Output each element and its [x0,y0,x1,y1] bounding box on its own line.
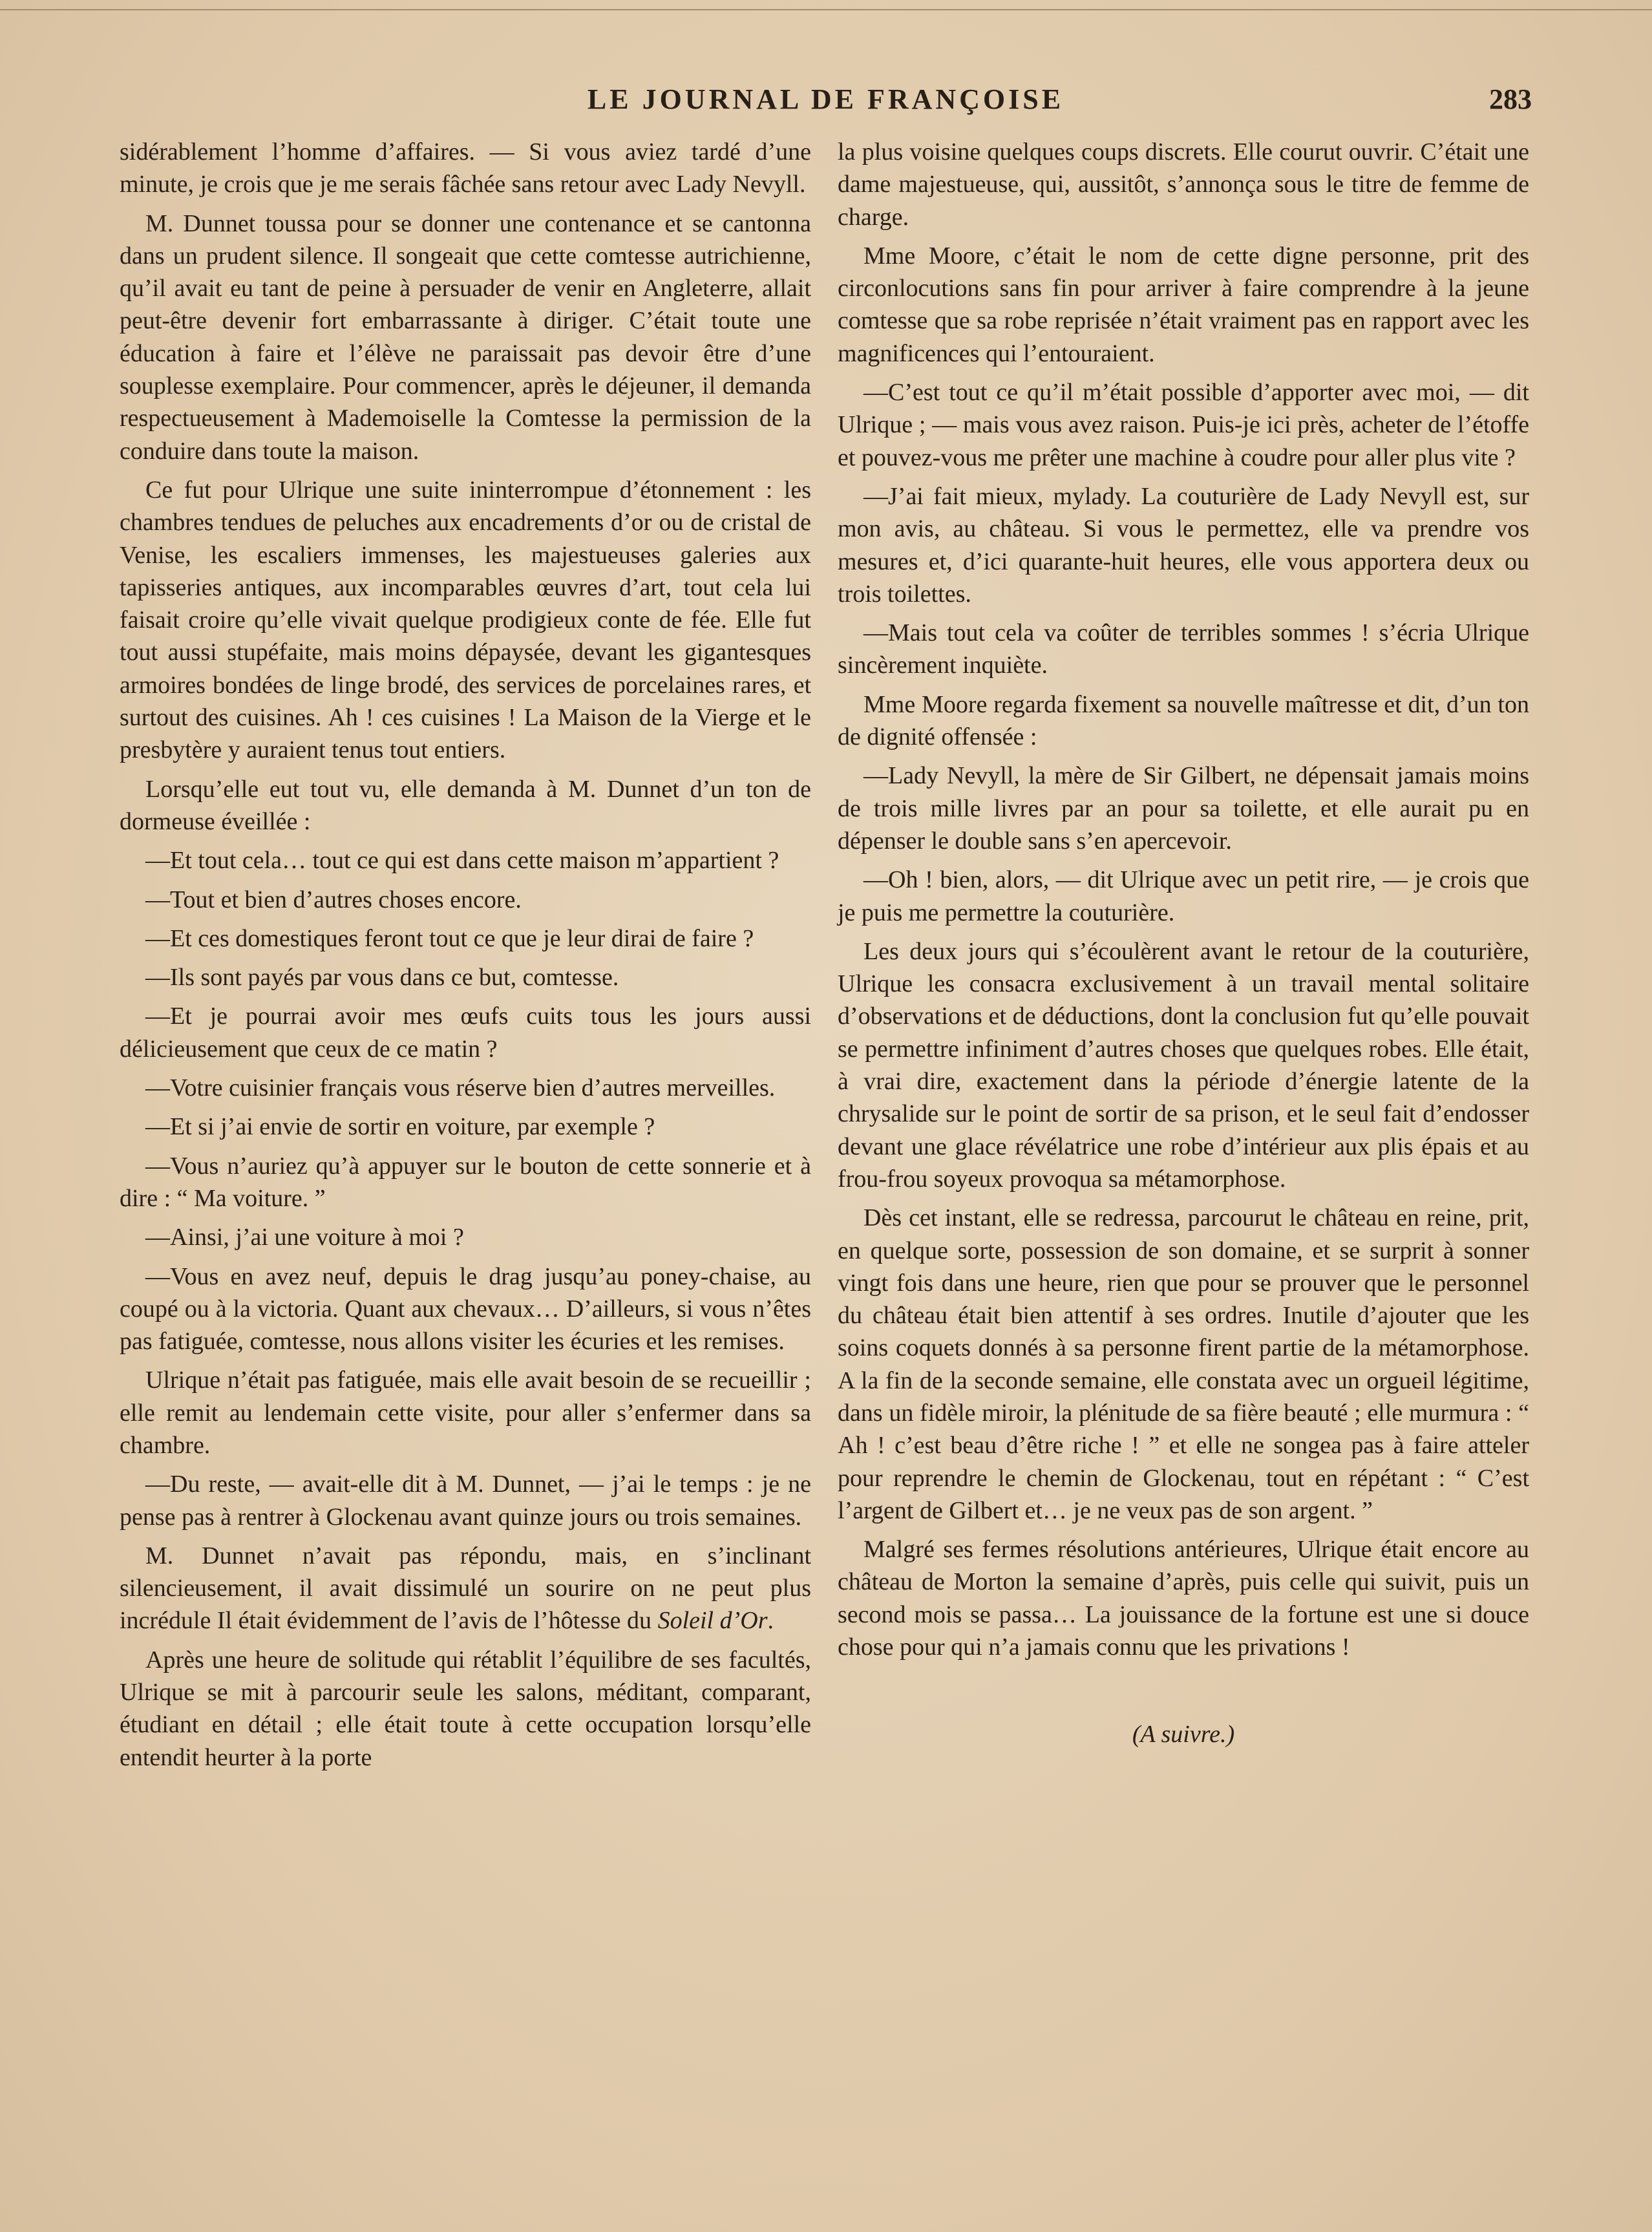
page-top-rule [0,9,1652,10]
dialogue-line: —Lady Nevyll, la mère de Sir Gilbert, ne dépensait jamais moins de trois mille livres par an pour sa toilette, et elle aurait pu en dépenser le double sans s’en apercevoir. [838,762,1529,855]
page-header [120,83,1532,128]
dialogue-line: —Et si j’ai envie de sortir en voiture, par exemple ? [145,1113,655,1141]
left-column [120,136,811,1780]
dialogue-line: —Et ces domestiques feront tout ce que je leur dirai de faire ? [145,924,754,952]
dialogue-line: —Du reste, — avait-elle dit à M. Dunnet, — j’ai le temps : je ne pense pas à rentrer à Glockenau avant quinze jours ou trois semaines. [120,1471,811,1531]
dialogue-line: —C’est tout ce qu’il m’était possible d’apporter avec moi, — dit Ulrique ; — mais vous avez raison. Puis-je ici près, acheter de l’étoffe et pouvez-vous me prêter une machine à coudre pour aller plus vite ? [838,379,1529,471]
dialogue-line: —J’ai fait mieux, mylady. La couturière de Lady Nevyll est, sur mon avis, au château. Si vous le permettez, elle va prendre vos mesures et, d’ici quarante-huit heures, elle vous apportera deux ou trois toilettes. [838,482,1529,608]
paragraph: Les deux jours qui s’écoulèrent avant le retour de la couturière, Ulrique les consacra exclusivement à un travail mental solitaire d’observations et de déductions, dont la conclusion fut qu’elle pouvait se permettre infiniment d’autres choses que quelques robes. Elle était, à vrai dire, exactement dans la période d’énergie latente de la chrysalide sur le point de sortir de sa prison, et le seul fait d’endosser devant une glace révélatrice une robe d’intérieur aux plis épais et au frou-frou soyeux provoqua sa métamorphose. [838,937,1529,1193]
paragraph-text: M. Dunnet n’avait pas répondu, mais, en s’inclinant silencieusement, il avait dissimulé un sourire on ne peut plus incrédule Il était évidemment de l’avis de l’hôtesse du [120,1542,811,1635]
paragraph: Ce fut pour Ulrique une suite ininterrompue d’étonnement : les chambres tendues de peluches aux encadrements d’or ou de cristal de Venise, les escaliers immenses, les majestueuses galeries aux tapisseries antiques, aux incomparables œuvres d’art, tout cela lui faisait croire qu’elle vivait quelque prodigieux conte de fée. Elle fut tout aussi stupéfaite, mais moins dépaysée, devant les gigantesques armoires bondées de linge brodé, des services de porcelaines rares, et surtout des cuisines. Ah ! ces cuisines ! La Maison de la Vierge et le presbytère y auraient tenus tout entiers. [120,476,811,764]
dialogue-line: —Tout et bien d’autres choses encore. [145,886,522,913]
paragraph: Ulrique n’était pas fatiguée, mais elle avait besoin de se recueillir ; elle remit au lendemain cette visite, pour aller s’enfermer dans sa chambre. [120,1366,811,1459]
paragraph: Mme Moore regarda fixement sa nouvelle maîtresse et dit, d’un ton de dignité offensée : [838,690,1529,751]
page-number: 283 [1489,83,1532,115]
paragraph-text: . [767,1607,774,1635]
paragraph: Après une heure de solitude qui rétablit l’équilibre de ses facultés, Ulrique se mit à parcourir seule les salons, méditant, comparant, étudiant en détail ; elle était toute à cette occupation lorsqu’elle entendit heurter à la porte [120,1646,811,1771]
inn-name: Soleil d’Or [657,1607,768,1635]
paragraph: Mme Moore, c’était le nom de cette digne personne, prit des circonlocutions sans fin pour arriver à faire comprendre à la jeune comtesse que sa robe reprisée n’était vraiment pas en rapport avec les magnificences qui l’entouraient. [838,242,1529,367]
paragraph: Lorsqu’elle eut tout vu, elle demanda à M. Dunnet d’un ton de dormeuse éveillée : [120,775,811,835]
paragraph: Dès cet instant, elle se redressa, parcourut le château en reine, prit, en quelque sorte, possession de son domaine, et se surprit à sonner vingt fois dans une heure, rien que pour se prouver que le personnel du château était bien attentif à ses ordres. Inutile d’ajouter que les soins coquets donnés à sa personne firent partie de la métamorphose. A la fin de la seconde semaine, elle constata avec un orgueil légitime, dans un fidèle miroir, la plénitude de sa fière beauté ; elle murmura : “ Ah ! c’est beau d’être riche ! ” et elle ne songea pas à faire atteler pour reprendre le chemin de Glockenau, tout en répétant : “ C’est l’argent de Gilbert et… je ne veux pas de son argent. ” [838,1204,1529,1524]
dialogue-line: —Vous en avez neuf, depuis le drag jusqu’au poney-chaise, au coupé ou à la victoria. Quant aux chevaux… D’ailleurs, si vous n’êtes pas fatiguée, comtesse, nous allons visiter les écuries et les remises. [120,1262,811,1355]
paragraph: Malgré ses fermes résolutions antérieures, Ulrique était encore au château de Morton la semaine d’après, puis celle qui suivit, puis un second mois se passa… La jouissance de la fortune est une si douce chose pour qui n’a jamais connu que les privations ! [838,1536,1529,1661]
to-be-continued: (A suivre.) [1132,1721,1235,1748]
paragraph: M. Dunnet toussa pour se donner une contenance et se cantonna dans un prudent silence. Il songeait que cette comtesse autrichienne, qu’il avait eu tant de peine à persuader de venir en Angleterre, allait peut-être devenir fort embarrassante à diriger. C’était toute une éducation à faire et l’élève ne paraissait pas devoir être d’une souplesse exemplaire. Pour commencer, après le déjeuner, il demanda respectueusement à Mademoiselle la Comtesse la permission de la conduire dans toute la maison. [120,209,811,465]
right-column [838,136,1529,1751]
dialogue-line: —Ainsi, j’ai une voiture à moi ? [145,1224,464,1251]
paragraph: la plus voisine quelques coups discrets. Elle courut ouvrir. C’était une dame majestueuse, qui, aussitôt, s’annonça sous le titre de femme de charge. [838,138,1529,231]
dialogue-line: —Mais tout cela va coûter de terribles sommes ! s’écria Ulrique sincèrement inquiète. [838,619,1529,679]
paragraph: sidérablement l’homme d’affaires. — Si vous aviez tardé d’une minute, je crois que je me serais fâchée sans retour avec Lady Nevyll. [120,138,811,198]
dialogue-line: —Votre cuisinier français vous réserve bien d’autres merveilles. [145,1074,776,1102]
dialogue-line: —Vous n’auriez qu’à appuyer sur le bouton de cette sonnerie et à dire : “ Ma voiture. ” [120,1152,811,1212]
dialogue-line: —Oh ! bien, alors, — dit Ulrique avec un petit rire, — je crois que je puis me permettre la couturière. [838,866,1529,926]
dialogue-line: —Et je pourrai avoir mes œufs cuits tous les jours aussi délicieusement que ceux de ce matin ? [120,1003,811,1063]
paragraph [120,1540,811,1637]
journal-title: LE JOURNAL DE FRANÇOISE [587,83,1064,115]
dialogue-line: —Ils sont payés par vous dans ce but, comtesse. [145,964,619,992]
dialogue-line: —Et tout cela… tout ce qui est dans cette maison m’appartient ? [145,847,779,875]
